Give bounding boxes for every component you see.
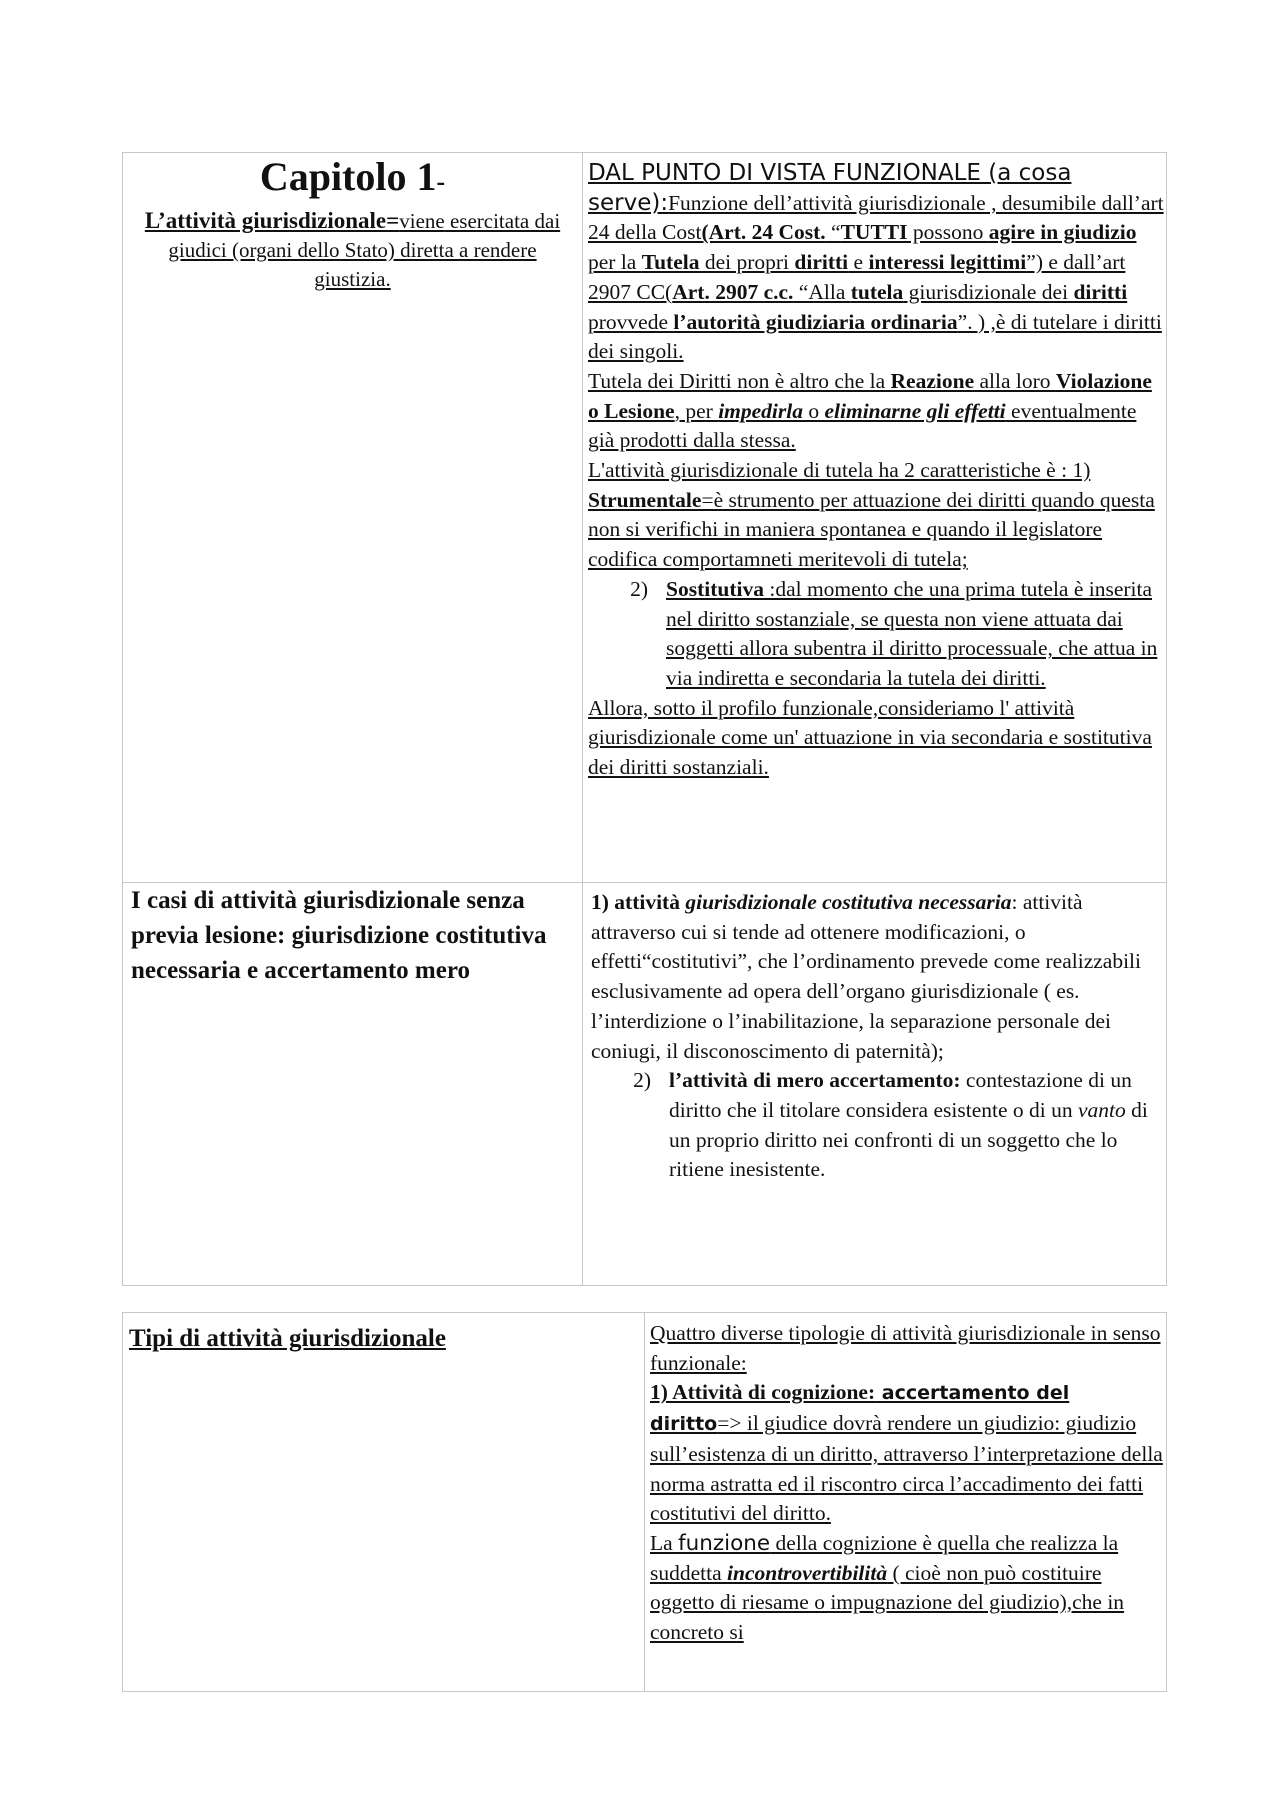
tutela-paragraph: Tutela dei Diritti non è altro che la Reazione alla loro Violazione o Lesione, per impedirla o eliminarne gli effetti eventualmente già prodotti dalla stessa. — [588, 368, 1152, 453]
types-heading-cell — [123, 1313, 645, 1692]
cases-cell — [123, 883, 583, 1286]
types-detail-cell — [645, 1313, 1167, 1692]
funzione-paragraph: La funzione della cognizione è quella che realizza la suddetta incontrovertibilità ( cioè non può costituire oggetto di riesame o impugnazione del giudizio),che in concreto si — [650, 1530, 1125, 1645]
chapter-title: Capitolo 1- — [259, 154, 446, 199]
conclusion-paragraph: Allora, sotto il profilo funzionale,consideriamo l' attività giurisdizionale come un' attuazione in via secondaria e sostitutiva dei diritti sostanziali. — [588, 695, 1152, 780]
types-heading: Tipi di attività giurisdizionale — [129, 1325, 446, 1352]
types-intro: Quattro diverse tipologie di attività giurisdizionale in senso funzionale: — [650, 1321, 1161, 1375]
characteristics-paragraph: L'attività giurisdizionale di tutela ha 2 caratteristiche è : 1) Strumentale=è strumento per attuazione dei diritti quando questa non si verifichi in maniera spontanea e quando il legislatore codifica comportamneti meritevoli di tutela; — [588, 458, 1155, 572]
chapter-cell — [123, 153, 583, 883]
list-item: 2) Sostitutiva :dal momento che una prima tutela è inserita nel diritto sostanziale, se questa non viene attuata dai soggetti allora subentra il diritto processuale, che attua in via indiretta e secondaria la tutela dei diritti. — [630, 576, 1158, 690]
cases-detail-cell — [583, 883, 1167, 1286]
list-item: 2) l’attività di mero accertamento: contestazione di un diritto che il titolare considera esistente o di un vanto di un proprio diritto nei confronti di un soggetto che lo ritiene inesistente. — [633, 1068, 1148, 1182]
chapter-description: L’attività giurisdizionale=viene esercitata dai giudici (organi dello Stato) diretta a rendere giustizia. — [144, 208, 561, 291]
main-table — [122, 152, 1167, 1286]
list-item: 1) attività giurisdizionale costitutiva necessaria: attività attraverso cui si tende ad ottenere modificazioni, o effetti“costitutivi”, che l’ordinamento prevede come realizzabili esclusivamente ad opera dell’organo giurisdizionale ( es. l’interdizione o l’inabilitazione, la separazione personale dei coniugi, il disconoscimento di paternità); — [591, 890, 1141, 1063]
cognizione-paragraph: 1) Attività di cognizione: accertamento del diritto=> il giudice dovrà rendere un giudizio: giudizio sull’esistenza di un diritto, attraverso l’interpretazione della norma astratta ed il riscontro circa l’accadimento dei fatti costitutivi del diritto. — [650, 1380, 1163, 1526]
types-table — [122, 1312, 1167, 1692]
cases-heading: I casi di attività giurisdizionale senza previa lesione: giurisdizione costitutiva necessaria e accertamento mero — [131, 887, 547, 984]
functional-paragraph: DAL PUNTO DI VISTA FUNZIONALE (a cosa serve):Funzione dell’attività giurisdizionale , desumibile dall’art 24 della Cost(Art. 24 Cost. “TUTTI possono agire in giudizio per la Tutela dei propri diritti e interessi legittimi”) e dall’art 2907 CC(Art. 2907 c.c. “Alla tutela giurisdizionale dei diritti provvede l’autorità giudiziaria ordinaria”. ) ,è di tutelare i diritti dei singoli. — [588, 160, 1164, 364]
functional-view-cell — [583, 153, 1167, 883]
